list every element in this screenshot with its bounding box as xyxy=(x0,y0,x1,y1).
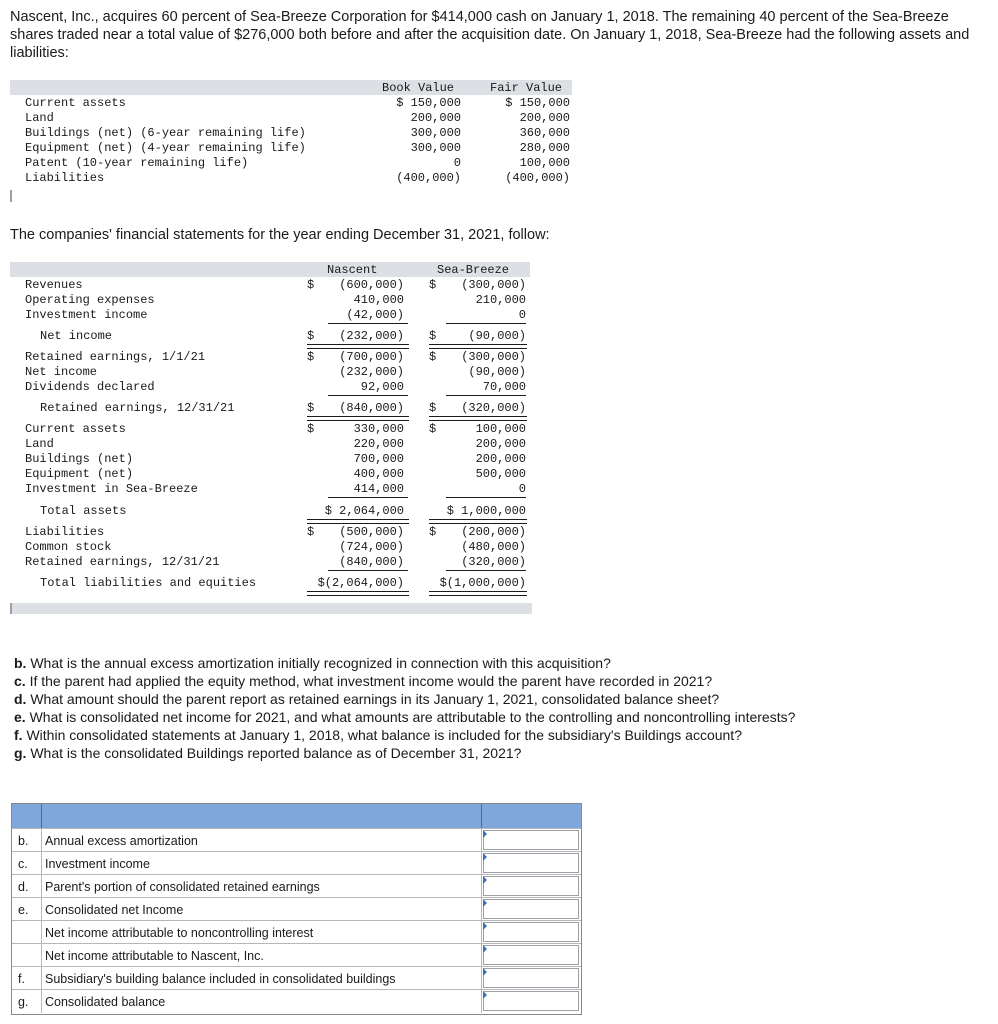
underline xyxy=(446,395,526,396)
input-marker-icon xyxy=(483,945,487,953)
row-label: Equipment (net) (4-year remaining life) xyxy=(25,141,306,155)
underline xyxy=(446,497,526,498)
sea-breeze-value: (320,000) xyxy=(461,555,526,569)
row-label: Net income xyxy=(25,365,98,379)
answer-letter: c. xyxy=(18,857,28,871)
question-item xyxy=(14,744,795,762)
nascent-value: 410,000 xyxy=(353,293,404,307)
dollar-sign: $ xyxy=(429,329,437,343)
answer-row xyxy=(12,874,581,898)
underline xyxy=(328,497,408,498)
sea-breeze-value: $(1,000,000) xyxy=(439,576,526,590)
fair-value: $ 150,000 xyxy=(505,96,570,110)
input-marker-icon xyxy=(483,853,487,861)
nascent-value: (700,000) xyxy=(339,350,404,364)
question-item xyxy=(14,726,795,744)
fair-value: 200,000 xyxy=(519,111,570,125)
answer-label: Parent's portion of consolidated retained earnings xyxy=(45,880,320,894)
row-label: Revenues xyxy=(25,278,83,292)
answer-label: Subsidiary's building balance included in consolidated buildings xyxy=(45,972,396,986)
row-label: Buildings (net) (6-year remaining life) xyxy=(25,126,306,140)
sea-breeze-value: (90,000) xyxy=(468,365,526,379)
input-marker-icon xyxy=(483,991,487,999)
row-label: Net income xyxy=(40,329,113,343)
table-left-edge xyxy=(10,190,12,202)
sea-breeze-value: (480,000) xyxy=(461,540,526,554)
row-label: Investment income xyxy=(25,308,148,322)
question-letter: d. xyxy=(14,691,27,707)
input-marker-icon xyxy=(483,922,487,930)
dollar-sign: $ xyxy=(307,422,315,436)
column-divider xyxy=(481,944,482,967)
input-marker-icon xyxy=(483,876,487,884)
book-value-header: Book Value xyxy=(382,81,455,95)
table-row xyxy=(10,452,530,467)
header-divider xyxy=(481,804,482,828)
input-marker-icon xyxy=(483,968,487,976)
dollar-sign: $ xyxy=(307,401,315,415)
table-row xyxy=(10,555,530,570)
row-label: Liabilities xyxy=(25,525,105,539)
acquisition-values-table xyxy=(10,80,572,202)
annual-excess-amortization-input[interactable] xyxy=(483,830,579,850)
question-letter: e. xyxy=(14,709,26,725)
question-letter: f. xyxy=(14,727,23,743)
table-row xyxy=(10,308,530,323)
column-divider xyxy=(41,875,42,898)
sea-breeze-value: (320,000) xyxy=(461,401,526,415)
answer-letter: e. xyxy=(18,903,29,917)
column-divider xyxy=(41,898,42,921)
nascent-value: 700,000 xyxy=(353,452,404,466)
header-divider xyxy=(41,804,42,828)
table-row xyxy=(10,365,530,380)
sea-breeze-value: 70,000 xyxy=(482,380,526,394)
row-label: Current assets xyxy=(25,96,126,110)
sea-breeze-value: (90,000) xyxy=(468,329,526,343)
question-text: What amount should the parent report as retained earnings in its January 1, 2021, consolidated balance sheet? xyxy=(30,691,720,707)
nascent-net-income-input[interactable] xyxy=(483,945,579,965)
question-text: What is consolidated net income for 2021, and what amounts are attributable to the controlling and noncontrolling interests? xyxy=(29,709,796,725)
table-row xyxy=(10,467,530,482)
column-divider xyxy=(481,967,482,990)
table-row xyxy=(10,141,572,156)
row-label: Dividends declared xyxy=(25,380,155,394)
sea-breeze-value: 0 xyxy=(518,308,526,322)
question-text: What is the annual excess amortization initially recognized in connection with this acquisition? xyxy=(30,655,611,671)
dollar-sign: $ xyxy=(307,350,315,364)
underline xyxy=(328,570,408,571)
answer-letter: f. xyxy=(18,972,25,986)
answer-label: Consolidated balance xyxy=(45,995,166,1009)
row-label: Land xyxy=(25,111,54,125)
sea-breeze-value: 200,000 xyxy=(475,452,526,466)
table-row xyxy=(10,293,530,308)
double-underline xyxy=(307,519,409,524)
answer-row xyxy=(12,851,581,875)
book-value: 300,000 xyxy=(410,126,461,140)
column-divider xyxy=(481,898,482,921)
row-label: Current assets xyxy=(25,422,126,436)
fair-value: 280,000 xyxy=(519,141,570,155)
consolidated-net-income-input[interactable] xyxy=(483,899,579,919)
table-row xyxy=(10,540,530,555)
row-label: Buildings (net) xyxy=(25,452,134,466)
answer-label: Consolidated net Income xyxy=(45,903,184,917)
sea-breeze-value: 0 xyxy=(518,482,526,496)
nascent-value: 220,000 xyxy=(353,437,404,451)
answer-label: Annual excess amortization xyxy=(45,834,198,848)
table-row xyxy=(10,504,530,519)
table-row xyxy=(10,401,530,416)
row-label: Retained earnings, 1/1/21 xyxy=(25,350,206,364)
book-value: 0 xyxy=(453,156,461,170)
table-row xyxy=(10,350,530,365)
dollar-sign: $ xyxy=(429,350,437,364)
nci-net-income-input[interactable] xyxy=(483,922,579,942)
consolidated-balance-input[interactable] xyxy=(483,991,579,1011)
column-divider xyxy=(41,829,42,852)
double-underline xyxy=(429,591,527,596)
underline xyxy=(328,395,408,396)
column-divider xyxy=(41,921,42,944)
row-label: Equipment (net) xyxy=(25,467,134,481)
underline xyxy=(446,570,526,571)
sea-breeze-header: Sea-Breeze xyxy=(437,263,510,277)
dollar-sign: $ xyxy=(429,422,437,436)
table-row xyxy=(10,126,572,141)
sea-breeze-value: $ 1,000,000 xyxy=(446,504,526,518)
double-underline xyxy=(307,344,409,349)
fair-value: (400,000) xyxy=(505,171,570,185)
table-row xyxy=(10,156,572,171)
answer-row xyxy=(12,897,581,921)
intro-paragraph: Nascent, Inc., acquires 60 percent of Sea-Breeze Corporation for $414,000 cash on January 1, 2018. The remaining 40 percent of the Sea-Breeze shares traded near a total value of $276,000 both before and after the acquisition date. On January 1, 2018, Sea-Breeze had the following assets and liabilities: xyxy=(10,9,970,61)
nascent-value: (500,000) xyxy=(339,525,404,539)
answer-label: Net income attributable to noncontrolling interest xyxy=(45,926,314,940)
answer-row xyxy=(12,966,581,990)
question-item xyxy=(14,708,795,726)
answer-table xyxy=(11,803,582,1015)
question-text: What is the consolidated Buildings reported balance as of December 31, 2021? xyxy=(30,745,522,761)
nascent-value: (840,000) xyxy=(339,401,404,415)
column-divider xyxy=(481,852,482,875)
sea-breeze-value: 200,000 xyxy=(475,437,526,451)
double-underline xyxy=(429,519,527,524)
input-marker-icon xyxy=(483,899,487,907)
dollar-sign: $ xyxy=(429,278,437,292)
sea-breeze-value: (300,000) xyxy=(461,278,526,292)
book-value: $ 150,000 xyxy=(396,96,461,110)
question-letter: b. xyxy=(14,655,27,671)
answer-label: Investment income xyxy=(45,857,150,871)
retained-earnings-input[interactable] xyxy=(483,876,579,896)
column-divider xyxy=(41,990,42,1013)
answer-letter: d. xyxy=(18,880,29,894)
row-label: Patent (10-year remaining life) xyxy=(25,156,249,170)
nascent-header: Nascent xyxy=(327,263,378,277)
sea-breeze-value: 100,000 xyxy=(475,422,526,436)
nascent-value: 330,000 xyxy=(353,422,404,436)
row-label: Land xyxy=(25,437,54,451)
table-row xyxy=(10,329,530,344)
table-row xyxy=(10,422,530,437)
table-row xyxy=(10,278,530,293)
answer-letter: b. xyxy=(18,834,29,848)
sea-breeze-value: 210,000 xyxy=(475,293,526,307)
sea-breeze-value: (300,000) xyxy=(461,350,526,364)
double-underline xyxy=(307,416,409,421)
book-value: (400,000) xyxy=(396,171,461,185)
answer-row xyxy=(12,943,581,967)
table-footer-bar xyxy=(10,603,532,614)
question-text: If the parent had applied the equity method, what investment income would the parent have recorded in 2021? xyxy=(29,673,713,689)
row-label: Common stock xyxy=(25,540,112,554)
underline xyxy=(446,323,526,324)
row-label: Total liabilities and equities xyxy=(40,576,257,590)
nascent-value: (232,000) xyxy=(339,365,404,379)
table-row xyxy=(10,96,572,111)
row-label: Investment in Sea-Breeze xyxy=(25,482,198,496)
table-row xyxy=(10,111,572,126)
nascent-value: (600,000) xyxy=(339,278,404,292)
answer-table-header xyxy=(12,804,581,828)
table-row xyxy=(10,576,530,591)
column-divider xyxy=(41,967,42,990)
question-letter: g. xyxy=(14,745,27,761)
double-underline xyxy=(307,591,409,596)
fair-value: 100,000 xyxy=(519,156,570,170)
dollar-sign: $ xyxy=(429,401,437,415)
underline xyxy=(328,323,408,324)
nascent-value: (724,000) xyxy=(339,540,404,554)
table-row xyxy=(10,437,530,452)
table-row xyxy=(10,380,530,395)
row-label: Total assets xyxy=(40,504,127,518)
dollar-sign: $ xyxy=(429,525,437,539)
row-label: Retained earnings, 12/31/21 xyxy=(40,401,235,415)
answer-letter: g. xyxy=(18,995,29,1009)
input-marker-icon xyxy=(483,830,487,838)
nascent-value: 400,000 xyxy=(353,467,404,481)
answer-row xyxy=(12,828,581,852)
subsidiary-building-balance-input[interactable] xyxy=(483,968,579,988)
nascent-value: $ 2,064,000 xyxy=(324,504,404,518)
question-item xyxy=(14,690,795,708)
row-label: Operating expenses xyxy=(25,293,155,307)
column-divider xyxy=(481,921,482,944)
table-row xyxy=(10,482,530,497)
financial-statements-intro: The companies' financial statements for the year ending December 31, 2021, follow: xyxy=(10,227,550,243)
question-text: Within consolidated statements at January 1, 2018, what balance is included for the subsidiary's Buildings account? xyxy=(26,727,742,743)
row-label: Retained earnings, 12/31/21 xyxy=(25,555,220,569)
nascent-value: (840,000) xyxy=(339,555,404,569)
double-underline xyxy=(429,416,527,421)
sea-breeze-value: (200,000) xyxy=(461,525,526,539)
table-header-bar xyxy=(10,80,572,95)
fair-value-header: Fair Value xyxy=(490,81,563,95)
answer-label: Net income attributable to Nascent, Inc. xyxy=(45,949,264,963)
answer-row xyxy=(12,989,581,1013)
question-item xyxy=(14,672,795,690)
column-divider xyxy=(481,875,482,898)
question-list xyxy=(14,654,795,762)
question-item xyxy=(14,654,795,672)
financial-statements-table xyxy=(10,262,530,614)
nascent-value: 92,000 xyxy=(360,380,404,394)
column-divider xyxy=(41,944,42,967)
sea-breeze-value: 500,000 xyxy=(475,467,526,481)
investment-income-input[interactable] xyxy=(483,853,579,873)
nascent-value: 414,000 xyxy=(353,482,404,496)
row-label: Liabilities xyxy=(25,171,105,185)
column-divider xyxy=(41,852,42,875)
nascent-value: (42,000) xyxy=(346,308,404,322)
column-divider xyxy=(481,990,482,1013)
dollar-sign: $ xyxy=(307,329,315,343)
column-divider xyxy=(481,829,482,852)
book-value: 300,000 xyxy=(410,141,461,155)
book-value: 200,000 xyxy=(410,111,461,125)
dollar-sign: $ xyxy=(307,278,315,292)
table-row xyxy=(10,525,530,540)
table-row xyxy=(10,171,572,186)
double-underline xyxy=(429,344,527,349)
question-letter: c. xyxy=(14,673,26,689)
fair-value: 360,000 xyxy=(519,126,570,140)
dollar-sign: $ xyxy=(307,525,315,539)
nascent-value: (232,000) xyxy=(339,329,404,343)
nascent-value: $(2,064,000) xyxy=(317,576,404,590)
answer-row xyxy=(12,920,581,944)
